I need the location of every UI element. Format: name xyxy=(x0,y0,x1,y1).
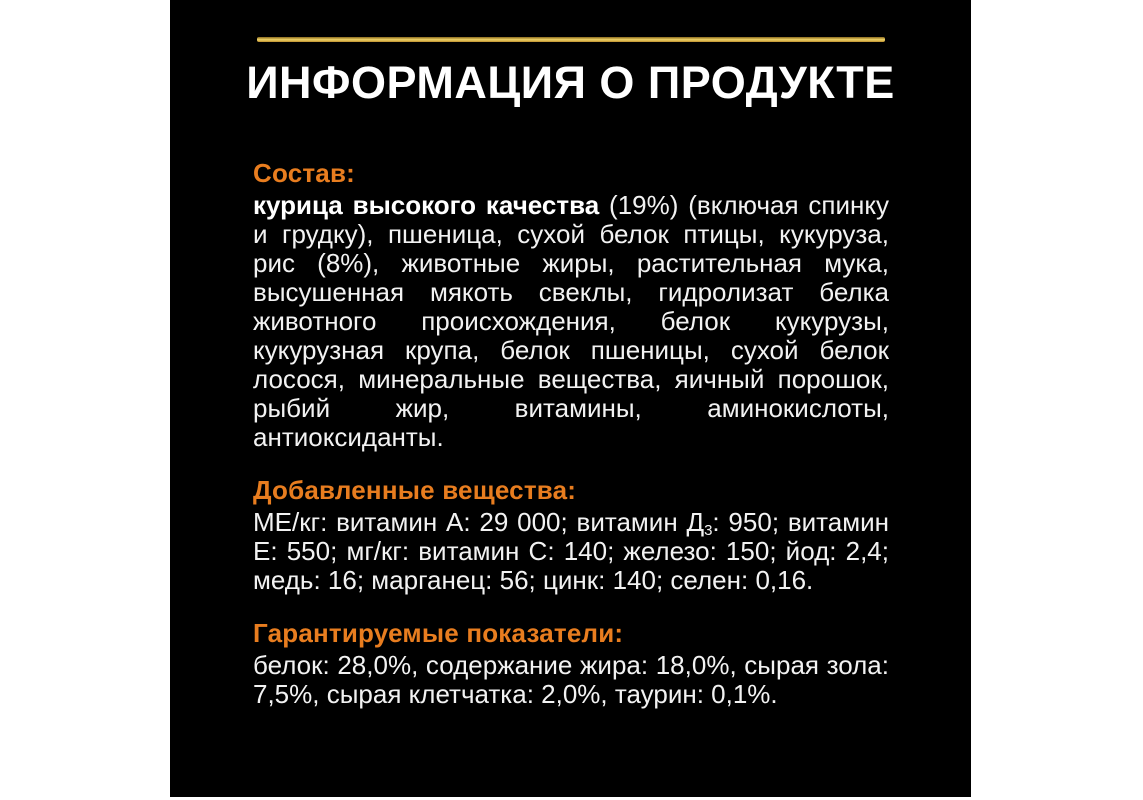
guaranteed-text: белок: 28,0%, содержание жира: 18,0%, сырая зола: 7,5%, сырая клетчатка: 2,0%, таурин: 0,1%. xyxy=(253,650,889,709)
composition-text xyxy=(253,191,889,452)
additives-heading: Добавленные вещества: xyxy=(253,475,577,505)
section-composition xyxy=(253,158,889,452)
section-guaranteed xyxy=(253,618,889,709)
composition-body: (19%) (включая спинку и грудку), пшеница, сухой белок птицы, кукуруза, рис (8%), животные жиры, растительная мука, высушенная мякоть свеклы, гидролизат белка животного происхождения, белок кукурузы, кукурузная крупа, белок пшеницы, сухой белок лосося, минеральные вещества, яичный порошок, рыбий жир, витамины, аминокислоты, антиоксиданты. xyxy=(253,190,889,452)
content-area xyxy=(253,158,889,732)
vitamin-d3-subscript: 3 xyxy=(704,522,713,539)
section-additives xyxy=(253,475,889,595)
gold-divider-line xyxy=(257,37,885,42)
page-title: ИНФОРМАЦИЯ О ПРОДУКТЕ xyxy=(246,57,895,108)
composition-lead-bold: курица высокого качества xyxy=(253,190,600,220)
additives-text-after-subscript: : 950; витамин Е: 550; мг/кг: витамин С: 140; железо: 150; йод: 2,4; медь: 16; марганец: 56; цинк: 140; селен: 0,16. xyxy=(253,507,889,595)
guaranteed-heading: Гарантируемые показатели: xyxy=(253,618,624,648)
info-panel xyxy=(170,0,971,797)
additives-text-before-subscript: МЕ/кг: витамин А: 29 000; витамин Д xyxy=(253,507,705,537)
additives-text xyxy=(253,508,889,595)
composition-heading: Состав: xyxy=(253,158,356,188)
